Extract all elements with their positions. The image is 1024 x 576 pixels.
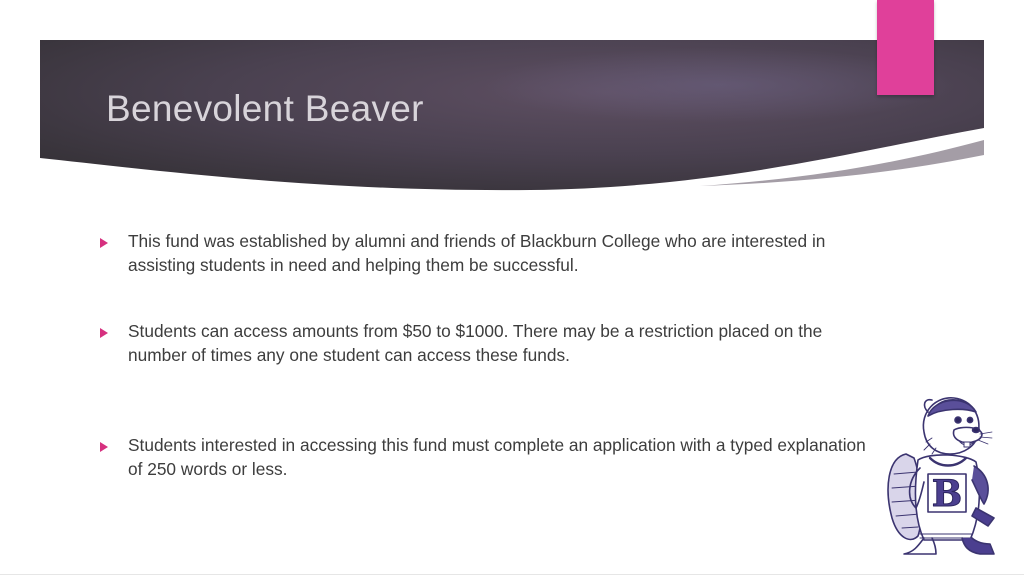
bullet-text-3: Students interested in accessing this fund must complete an application with a typed explanation of 250 words or less. (128, 435, 866, 479)
bullet-item-2 (100, 320, 868, 367)
slide-title: Benevolent Beaver (106, 88, 424, 129)
bullet-arrow-icon (100, 328, 108, 338)
bullet-item-3 (100, 434, 868, 481)
bullet-arrow-icon (100, 442, 108, 452)
mascot-letter: B (931, 473, 963, 515)
accent-tab (877, 0, 934, 95)
bullet-text-2: Students can access amounts from $50 to $1000. There may be a restriction placed on the number of times any one student can access these funds. (128, 321, 823, 365)
bullet-text-1: This fund was established by alumni and friends of Blackburn College who are interested in assisting students in need and helping them be successful. (128, 231, 826, 275)
bottom-divider (0, 574, 1024, 575)
beaver-mascot-icon (884, 388, 996, 558)
bullet-arrow-icon (100, 238, 108, 248)
bullet-item-1 (100, 230, 868, 277)
